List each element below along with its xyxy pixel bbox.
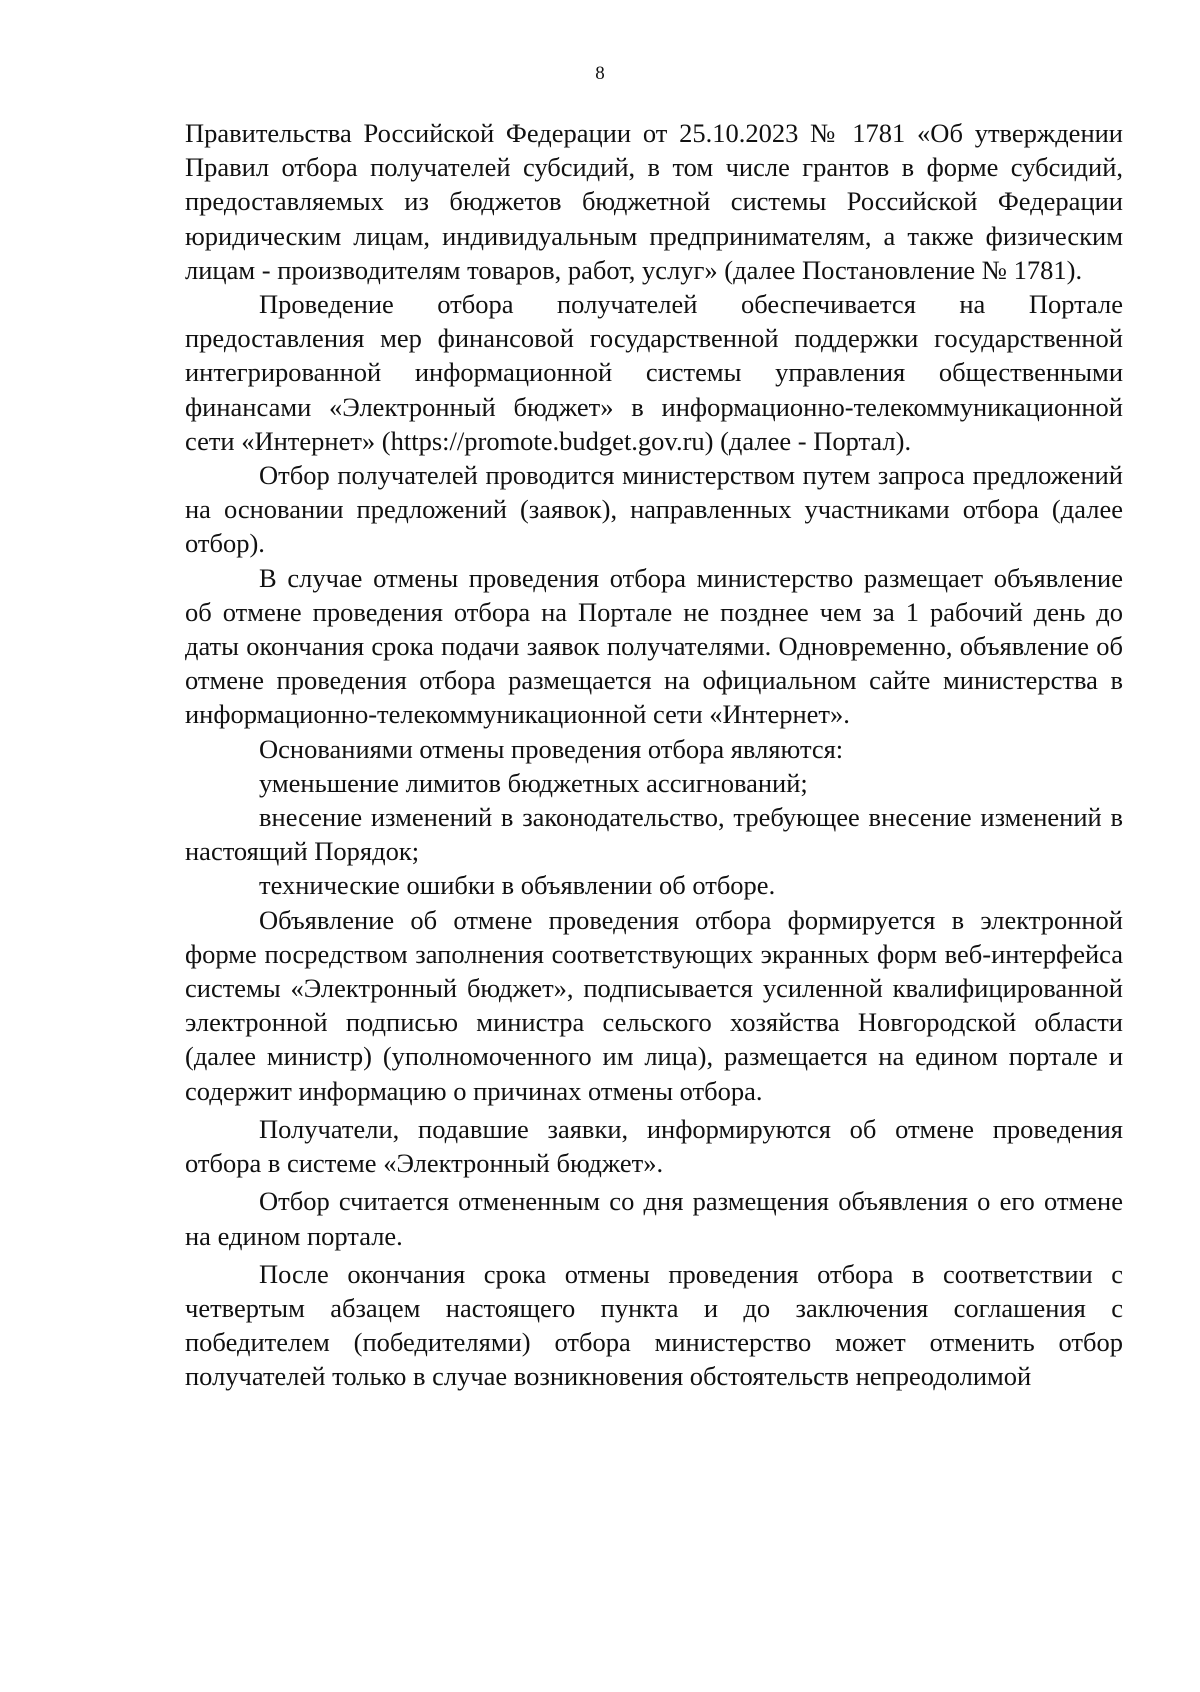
paragraph-ground-limits: уменьшение лимитов бюджетных ассигнований; bbox=[259, 767, 808, 798]
paragraph-cancellation: В случае отмены проведения отбора министерство размещает объявление об отмене проведения отбора на Портале не позднее чем за 1 рабочий день до даты окончания срока подачи заявок получателями. Одновременно, объявление об отмене проведения отбора размещается на официальном сайте министерства в информационно-телекоммуникационной сети «Интернет». bbox=[185, 562, 1123, 730]
paragraph-cancelled: Отбор считается отмененным со дня размещения объявления о его отмене на едином портале. bbox=[185, 1186, 1123, 1251]
paragraph-notification: Получатели, подавшие заявки, информируются об отмене проведения отбора в системе «Электронный бюджет». bbox=[185, 1113, 1123, 1179]
paragraph-ground-errors: технические ошибки в объявлении об отборе. bbox=[259, 870, 776, 901]
page-number: 8 bbox=[595, 63, 605, 84]
paragraph-grounds-intro: Основаниями отмены проведения отбора являются: bbox=[259, 733, 844, 764]
paragraph-announcement: Объявление об отмене проведения отбора формируется в электронной форме посредством заполнения соответствующих экранных форм веб-интерфейса системы «Электронный бюджет», подписывается усиленной квалифицированной электронной подписью министра сельского хозяйства Новгородской области (далее министр) (уполномоченного им лица), размещается на едином портале и содержит информацию о причинах отмены отбора. bbox=[185, 904, 1123, 1106]
paragraph-selection: Отбор получателей проводится министерством путем запроса предложений на основании предложений (заявок), направленных участниками отбора (далее отбор). bbox=[185, 460, 1123, 559]
paragraph-portal: Проведение отбора получателей обеспечивается на Портале предоставления мер финансовой государственной поддержки государственной интегрированной информационной системы управления общественными финансами «Электронный бюджет» в информационно-телекоммуникационной сети «Интернет» (https://promote.budget.gov.ru) (далее - Портал). bbox=[185, 289, 1123, 456]
paragraph-continuation: Правительства Российской Федерации от 25.10.2023 № 1781 «Об утверждении Правил отбора получателей субсидий, в том числе грантов в форме субсидий, предоставляемых из бюджетов бюджетной системы Российской Федерации юридическим лицам, индивидуальным предпринимателям, а также физическим лицам - производителям товаров, работ, услуг» (далее Постановление № 1781). bbox=[185, 118, 1123, 285]
paragraph-after-deadline: После окончания срока отмены проведения отбора в соответствии с четвертым абзацем настоящего пункта и до заключения соглашения с победителем (победителями) отбора министерство может отменить отбор получателей только в случае возникновения обстоятельств непреодолимой bbox=[185, 1258, 1123, 1392]
paragraph-ground-legislation: внесение изменений в законодательство, требующее внесение изменений в настоящий Порядок; bbox=[185, 802, 1123, 867]
document-body bbox=[185, 116, 1123, 1394]
